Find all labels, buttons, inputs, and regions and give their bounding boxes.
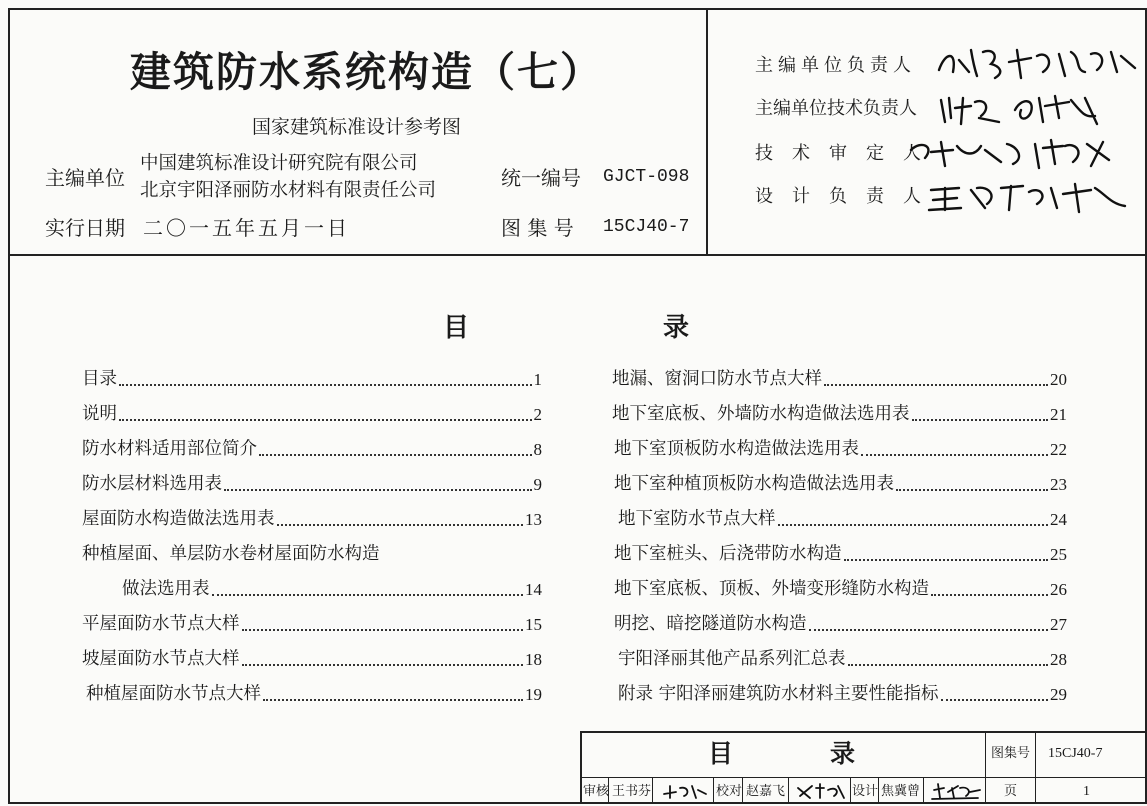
toc-entry-page: 22 <box>1050 440 1067 459</box>
leader-dots <box>242 628 524 631</box>
toc-entry[interactable] <box>618 683 1067 705</box>
toc-entry-label: 防水材料适用部位简介 <box>82 439 257 459</box>
leader-dots <box>259 453 532 456</box>
toc-entry[interactable] <box>82 473 542 495</box>
toc-entry-label: 防水层材料选用表 <box>82 474 222 494</box>
signature-4 <box>925 176 1135 218</box>
leader-dots <box>119 383 532 386</box>
leader-dots <box>119 418 532 421</box>
toc-entry-page: 23 <box>1050 475 1067 494</box>
leader-dots <box>809 628 1049 631</box>
title-block-atlas-label: 图集号 <box>991 746 1031 761</box>
toc-entry-label: 说明 <box>82 404 117 424</box>
page-number: 1 <box>1083 784 1090 799</box>
toc-heading-left: 目 <box>443 313 470 343</box>
leader-dots <box>844 558 1049 561</box>
toc-entry[interactable] <box>82 543 542 565</box>
checker-name: 赵嘉飞 <box>746 784 786 799</box>
title-block-name-right: 录 <box>830 739 856 768</box>
toc-entry-page: 25 <box>1050 545 1067 564</box>
toc-entry-label: 宇阳泽丽其他产品系列汇总表 <box>618 649 846 669</box>
responsible-label-2: 主编单位技术负责人 <box>755 98 917 119</box>
responsible-label-1: 主编单位负责人 <box>755 55 916 76</box>
page-label: 页 <box>1004 784 1018 799</box>
toc-entry-page: 13 <box>525 510 542 529</box>
toc-entry[interactable] <box>86 683 542 705</box>
atlas-number: 15CJ40-7 <box>603 217 690 237</box>
toc-entry[interactable] <box>614 438 1067 460</box>
toc-entry[interactable] <box>618 648 1067 670</box>
toc-entry-page: 9 <box>533 475 542 494</box>
toc-entry[interactable] <box>612 368 1067 390</box>
toc-entry-label: 目录 <box>82 369 117 389</box>
toc-entry[interactable] <box>82 648 542 670</box>
toc-entry-label: 地下室桩头、后浇带防水构造 <box>614 544 842 564</box>
effective-date: 二〇一五年五月一日 <box>143 216 350 240</box>
toc-entry-label: 屋面防水构造做法选用表 <box>82 509 275 529</box>
toc-entry[interactable] <box>614 473 1067 495</box>
toc-entry[interactable] <box>122 578 542 600</box>
effective-date-label: 实行日期 <box>45 216 125 240</box>
toc-entry[interactable] <box>614 578 1067 600</box>
toc-entry-page: 18 <box>525 650 542 669</box>
responsible-label-3: 技术审定人 <box>755 143 940 164</box>
toc-entry[interactable] <box>618 508 1067 530</box>
toc-entry[interactable] <box>82 613 542 635</box>
designer-signature <box>930 780 982 802</box>
editor-label: 主编单位 <box>45 166 125 190</box>
toc-entry-label: 种植屋面、单层防水卷材屋面防水构造 <box>82 544 380 564</box>
toc-entry-page: 14 <box>525 580 542 599</box>
document-subtitle: 国家建筑标准设计参考图 <box>252 116 462 138</box>
leader-dots <box>277 523 524 526</box>
toc-entry[interactable] <box>82 508 542 530</box>
leader-dots <box>848 663 1049 666</box>
toc-entry-label: 地下室底板、外墙防水构造做法选用表 <box>612 404 910 424</box>
toc-entry[interactable] <box>82 403 542 425</box>
leader-dots <box>224 488 532 491</box>
toc-entry-label: 明挖、暗挖隧道防水构造 <box>614 614 807 634</box>
toc-entry-page: 26 <box>1050 580 1067 599</box>
design-label: 设计 <box>852 784 879 799</box>
toc-entry-page: 24 <box>1050 510 1067 529</box>
title-block-name-left: 目 <box>708 739 734 768</box>
leader-dots <box>896 488 1048 491</box>
toc-entry-label: 坡屋面防水节点大样 <box>82 649 240 669</box>
responsible-label-4: 设计负责人 <box>755 186 940 207</box>
leader-dots <box>912 418 1049 421</box>
toc-entry[interactable] <box>82 368 542 390</box>
signature-3 <box>905 132 1130 174</box>
signature-1 <box>935 42 1140 84</box>
leader-dots <box>263 698 523 701</box>
title-block-atlas-number: 15CJ40-7 <box>1048 746 1103 761</box>
signature-2 <box>935 88 1135 130</box>
leader-dots <box>861 453 1048 456</box>
toc-entry-label: 种植屋面防水节点大样 <box>86 684 261 704</box>
toc-entry-label: 地漏、窗洞口防水节点大样 <box>612 369 822 389</box>
toc-entry-label: 地下室种植顶板防水构造做法选用表 <box>614 474 894 494</box>
toc-entry-label: 地下室顶板防水构造做法选用表 <box>614 439 859 459</box>
toc-entry[interactable] <box>612 403 1067 425</box>
toc-entry-page: 21 <box>1050 405 1067 424</box>
toc-entry-page: 2 <box>533 405 542 424</box>
document-title: 建筑防水系统构造（七） <box>130 48 603 96</box>
leader-dots <box>824 383 1048 386</box>
designer-name: 焦冀曾 <box>881 784 921 799</box>
toc-entry-label: 做法选用表 <box>122 579 210 599</box>
toc-entry[interactable] <box>614 543 1067 565</box>
header-vertical-divider <box>706 8 708 255</box>
leader-dots <box>242 663 524 666</box>
check-label: 校对 <box>716 784 743 799</box>
editor-unit-2: 北京宇阳泽丽防水材料有限责任公司 <box>140 180 437 201</box>
editor-unit-1: 中国建筑标准设计研究院有限公司 <box>140 153 418 174</box>
toc-entry-label: 地下室防水节点大样 <box>618 509 776 529</box>
header-divider <box>8 254 1147 256</box>
reviewer-signature <box>660 780 708 802</box>
unified-number-label: 统一编号 <box>501 166 581 190</box>
toc-entry-page: 1 <box>533 370 542 389</box>
toc-entry-page: 28 <box>1050 650 1067 669</box>
toc-heading-right: 录 <box>663 313 690 343</box>
toc-entry-label: 地下室底板、顶板、外墙变形缝防水构造 <box>614 579 929 599</box>
toc-entry-page: 20 <box>1050 370 1067 389</box>
toc-entry-page: 8 <box>533 440 542 459</box>
leader-dots <box>212 593 524 596</box>
toc-entry-page: 29 <box>1050 685 1067 704</box>
toc-entry[interactable] <box>614 613 1067 635</box>
checker-signature <box>794 780 846 802</box>
title-block <box>580 731 1147 804</box>
toc-entry-label: 附录 宇阳泽丽建筑防水材料主要性能指标 <box>618 684 939 704</box>
atlas-number-label: 图 集 号 <box>501 216 574 240</box>
review-label: 审核 <box>583 784 610 799</box>
toc-entry[interactable] <box>82 438 542 460</box>
reviewer-name: 王书芬 <box>612 784 652 799</box>
leader-dots <box>941 698 1048 701</box>
leader-dots <box>778 523 1049 526</box>
leader-dots <box>931 593 1048 596</box>
toc-entry-label: 平屋面防水节点大样 <box>82 614 240 634</box>
toc-entry-page: 27 <box>1050 615 1067 634</box>
unified-number: GJCT-098 <box>603 167 690 187</box>
toc-entry-page: 15 <box>525 615 542 634</box>
toc-entry-page: 19 <box>525 685 542 704</box>
